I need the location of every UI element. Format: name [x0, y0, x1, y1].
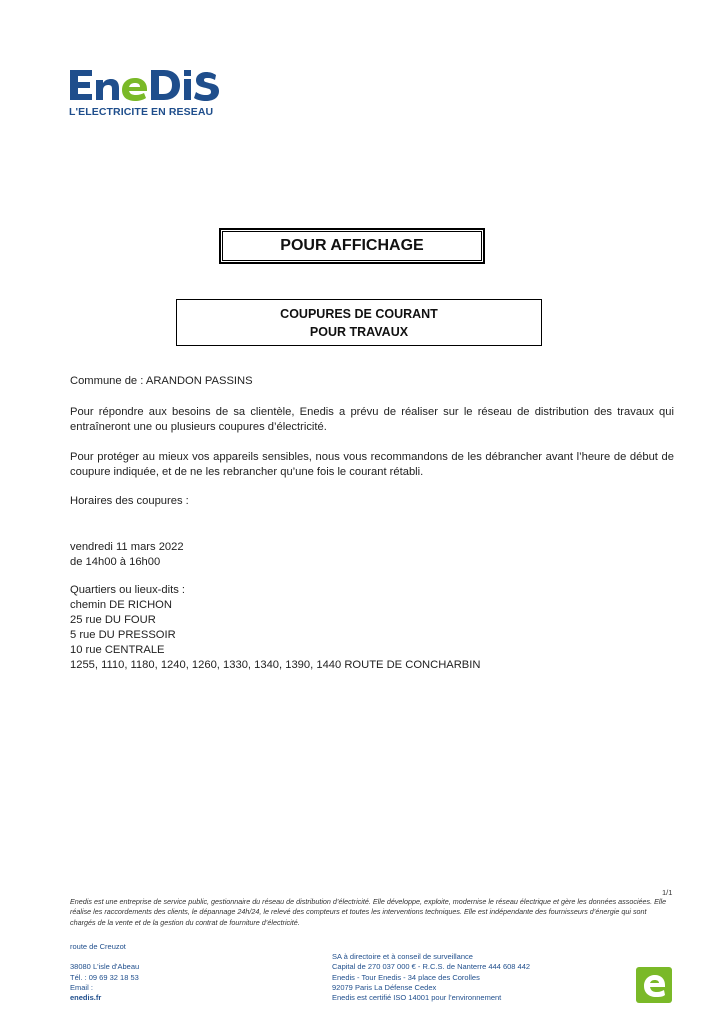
company-info-line: 92079 Paris La Défense Cedex — [332, 982, 437, 992]
enedis-wordmark-icon — [68, 66, 228, 104]
paragraph-besoins: Pour répondre aux besoins de sa clientèle, Enedis a prévu de réaliser sur le réseau de distribution des travaux qui entraîneront une ou plusieurs coupures d’électricité. — [70, 406, 674, 433]
address-city: 38080 L'isle d'Abeau — [70, 962, 140, 972]
pour-affichage-label: POUR AFFICHAGE — [280, 237, 424, 254]
coupures-title-box — [176, 299, 542, 346]
coupures-title-line1: COUPURES DE COURANT — [280, 306, 438, 321]
list-item: 10 rue CENTRALE — [70, 644, 165, 656]
quartiers-label: Quartiers ou lieux-dits : — [70, 584, 186, 596]
legal-notice: Enedis est une entreprise de service public, gestionnaire du réseau de distribution d’électricité. Elle développe, exploite, modernise le réseau électrique et gère les données associées. Elle réalise les raccordements des clients, le dépannage 24h/24, le relevé des compteurs et toutes les interventions techniques. Elle est indépendante des fournisseurs d’énergie qui sont chargés de la vente et de la gestion du contrat de fourniture d’électricité. — [70, 897, 667, 927]
commune-line: Commune de : ARANDON PASSINS — [70, 375, 253, 387]
horaires-label: Horaires des coupures : — [70, 495, 189, 507]
list-item: 25 rue DU FOUR — [70, 614, 156, 626]
coupure-date: vendredi 11 mars 2022 — [70, 541, 184, 553]
coupure-schedule — [70, 540, 674, 570]
address-tel: Tél. : 09 69 32 18 53 — [70, 972, 139, 982]
address-email: Email : — [70, 982, 93, 992]
company-info-line: Enedis - Tour Enedis - 34 place des Corolles — [332, 972, 480, 982]
paragraph-protection: Pour protéger au mieux vos appareils sensibles, nous vous recommandons de les débrancher avant l’heure de début de coupure indiquée, et de ne les rebrancher qu’une fois le courant rétabli. — [70, 451, 674, 478]
pour-affichage-box — [219, 228, 485, 264]
address-street: route de Creuzot — [70, 942, 126, 951]
list-item: chemin DE RICHON — [70, 599, 172, 611]
list-item: 1255, 1110, 1180, 1240, 1260, 1330, 1340, 1390, 1440 ROUTE DE CONCHARBIN — [70, 659, 481, 671]
coupure-time: de 14h00 à 16h00 — [70, 556, 161, 568]
footer-address-right — [332, 952, 592, 1003]
logo-tagline: L'ELECTRICITE EN RESEAU — [69, 106, 214, 118]
company-info-line: Capital de 270 037 000 € - R.C.S. de Nanterre 444 608 442 — [332, 962, 531, 972]
enedis-e-logo-icon — [636, 967, 672, 1003]
company-info-line: Enedis est certifié ISO 14001 pour l’environnement — [332, 993, 502, 1003]
page-number: 1/1 — [662, 888, 673, 897]
company-info-line: SA à directoire et à conseil de surveillance — [332, 952, 473, 961]
footer-address-left — [70, 942, 270, 1003]
coupures-title-line2: POUR TRAVAUX — [309, 324, 409, 339]
list-item: 5 rue DU PRESSOIR — [70, 629, 176, 641]
website-link[interactable]: enedis.fr — [70, 993, 102, 1003]
quartiers-list — [70, 583, 674, 673]
